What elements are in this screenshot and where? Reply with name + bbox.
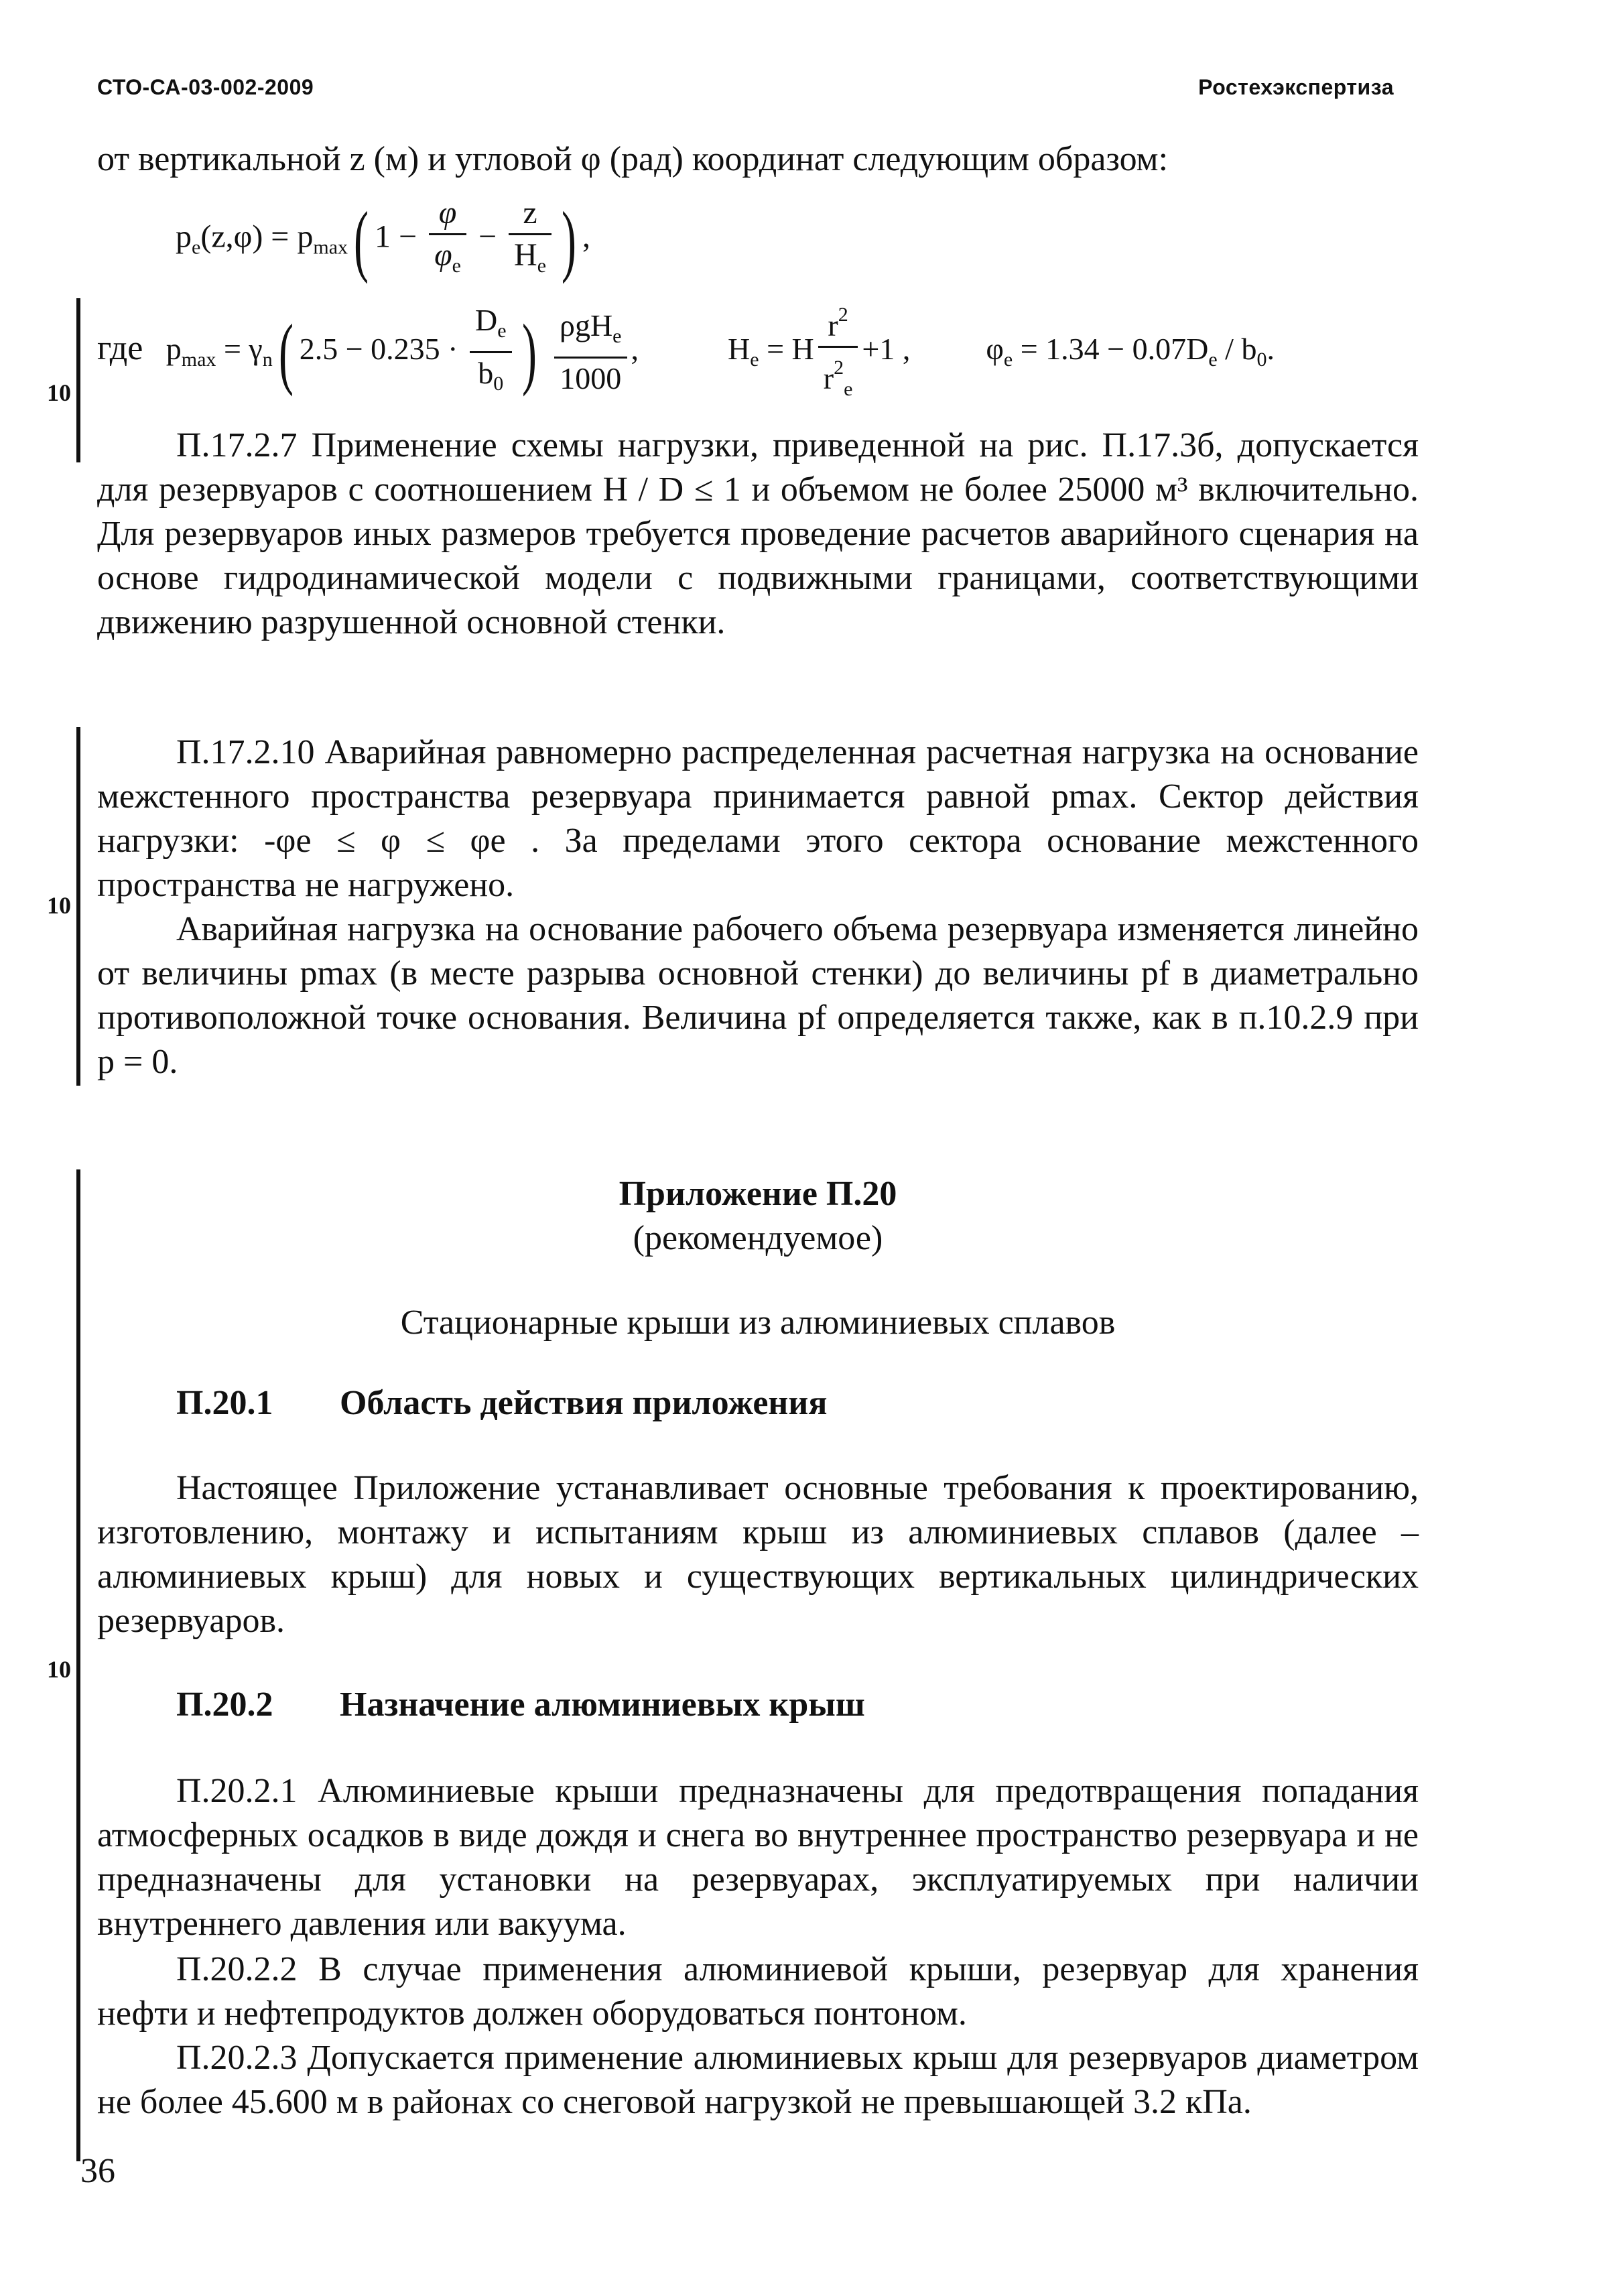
paragraph-20-2-1: П.20.2.1 Алюминиевые крыши предназначены для предотвращения попадания атмосферных осадков в виде дождя и снега во внутреннее пространство резервуара и не предназначены для установки на резервуарах, эксплуатируемых при наличии внутреннего давления или вакуума. (97, 1772, 1419, 1943)
organization-name: Ростехэкспертиза (1198, 75, 1394, 99)
paragraph-17-2-10: П.17.2.10 Аварийная равномерно распределенная расчетная нагрузка на основание межстенного пространства резервуара принимается равной pmax. Сектор действия нагрузки: -φe ≤ φ ≤ φe . За пределами этого сектора основание межстенного пространства не нагружено. (97, 733, 1419, 904)
paragraph-17-2-10-cont: Аварийная нагрузка на основание рабочего объема резервуара изменяется линейно от величины pmax (в месте разрыва основной стенки) до величины pf в диаметрально противоположной точке основания. Величина pf определяется также, как в п.10.2.9 при p = 0. (97, 910, 1419, 1081)
formula-pressure: $p_e(z,\varphi) = p_{max}$( 1 − $\frac{\varphi}{\varphi_e}$ − $\frac{z}{H_e}$ ) , (176, 193, 590, 286)
section-heading-20-1: П.20.1 Область действия приложения (176, 1384, 828, 1422)
paragraph-20-2-2: П.20.2.2 В случае применения алюминиевой крыши, резервуар для хранения нефти и нефтепродуктов должен оборудоваться понтоном. (97, 1950, 1419, 2033)
section-20-1-text: Настоящее Приложение устанавливает основные требования к проектированию, изготовлению, монтажу и испытаниям крыш из алюминиевых сплавов (далее – алюминиевых крыш) для новых и существующих вертикальных цилиндрических резервуаров. (97, 1469, 1419, 1640)
paragraph-17-2-7: П.17.2.7 Применение схемы нагрузки, приведенной на рис. П.17.3б, допускается для резервуаров с соотношением H / D ≤ 1 и объемом не более 25000 м³ включительно. Для резервуаров иных размеров требуется проведение расчетов аварийного сценария на основе гидродинамической модели с подвижными границами, соответствующими движению разрушенной основной стенки. (97, 426, 1419, 641)
appendix-title: Приложение П.20 (619, 1175, 897, 1213)
appendix-name: Стационарные крыши из алюминиевых сплавов (400, 1303, 1116, 1342)
margin-number: 10 (47, 1656, 71, 1683)
margin-number: 10 (47, 892, 71, 919)
intro-line: от вертикальной z (м) и угловой φ (рад) координат следующим образом: (97, 140, 1169, 178)
change-bar (76, 298, 80, 462)
page-number: 36 (80, 2152, 115, 2190)
formula-definitions: где $p_{max} = \gamma_n$( 2.5 − 0.235 · $\frac{D_e}{b_0}$ ) $\frac{\rho gH_e}{1000}$ , $H_e = H$ $\frac{r^2}{r^2_e}$ +1 , $\varphi_e = 1.34 - 0.07D_e / b_0$. (97, 295, 1275, 409)
appendix-subtitle: (рекомендуемое) (633, 1219, 883, 1257)
section-heading-20-2: П.20.2 Назначение алюминиевых крыш (176, 1685, 865, 1724)
paragraph-20-2-3: П.20.2.3 Допускается применение алюминиевых крыш для резервуаров диаметром не более 45.600 м в районах со снеговой нагрузкой не превышающей 3.2 кПа. (97, 2039, 1419, 2121)
document-code: СТО-СА-03-002-2009 (97, 75, 314, 99)
margin-number: 10 (47, 379, 71, 406)
change-bar (76, 727, 80, 1086)
change-bar (76, 1169, 80, 2161)
